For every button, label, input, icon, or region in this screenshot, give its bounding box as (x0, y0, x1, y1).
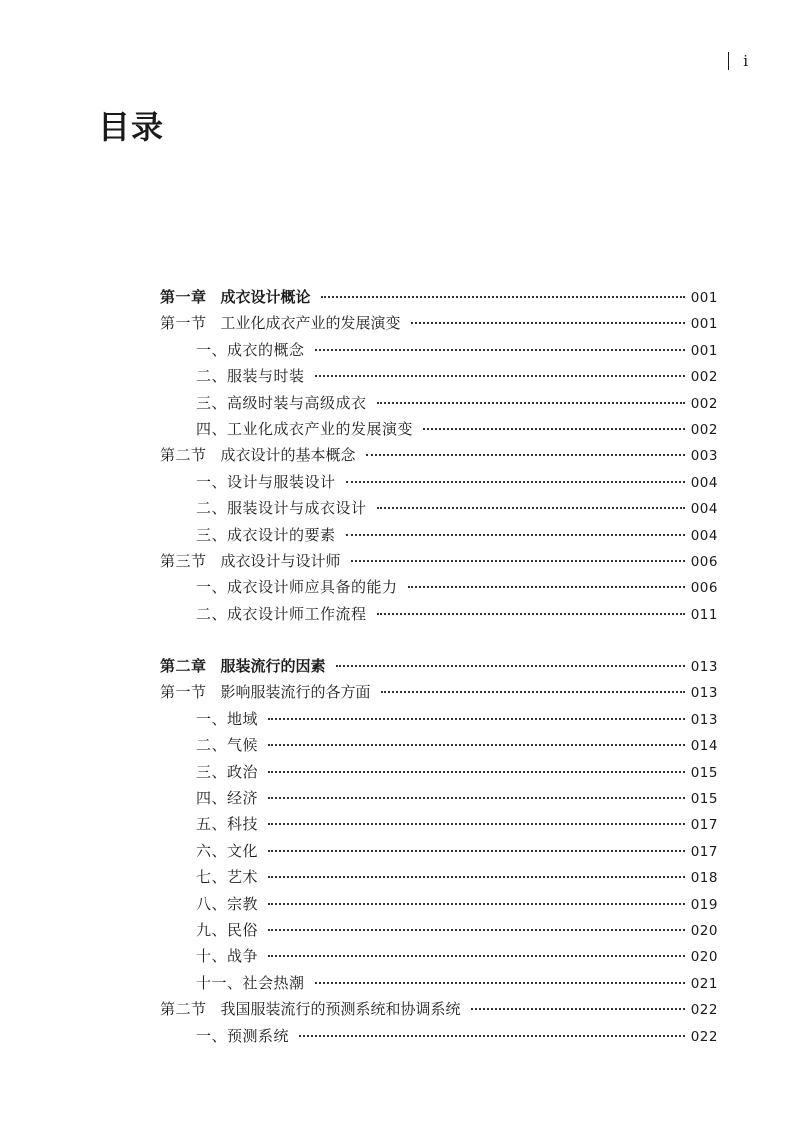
toc-entry-label: 一、成衣的概念 (196, 340, 305, 359)
toc-entry-page: 013 (690, 685, 718, 702)
toc-entry[interactable] (160, 811, 718, 837)
toc-entry-page: 004 (690, 501, 718, 518)
toc-entry[interactable] (160, 469, 718, 495)
toc-entry-title: 成衣设计与设计师 (220, 551, 341, 570)
dot-leader (315, 349, 685, 351)
dot-leader (423, 428, 685, 430)
toc-entry[interactable] (160, 653, 718, 679)
toc-entry-page: 013 (690, 659, 718, 676)
dot-leader (268, 823, 685, 825)
toc-entry[interactable] (160, 601, 718, 627)
toc-entry-page: 004 (690, 474, 718, 491)
toc-entry[interactable] (160, 732, 718, 758)
toc-entry-page: 019 (690, 896, 718, 913)
page-title: 目录 (98, 108, 165, 146)
toc-entry-page: 011 (690, 606, 718, 623)
toc-entry-page: 015 (690, 764, 718, 781)
toc-entry[interactable] (160, 679, 718, 705)
toc-entry[interactable] (160, 574, 718, 600)
toc-entry-page: 002 (690, 421, 718, 438)
toc-entry-page: 022 (690, 1002, 718, 1019)
toc-entry-label: 二、气候 (196, 736, 259, 755)
toc-entry-page: 014 (690, 738, 718, 755)
page-number (728, 52, 748, 70)
toc-entry[interactable] (160, 416, 718, 442)
toc-entry-page: 021 (690, 975, 718, 992)
toc-entry-title: 成衣设计的基本概念 (220, 446, 356, 465)
dot-leader (299, 1035, 685, 1037)
dot-leader (268, 744, 685, 746)
toc-entry-page: 017 (690, 817, 718, 834)
toc-entry-label: 第二章 (160, 657, 207, 676)
toc-entry-page: 017 (690, 843, 718, 860)
toc-entry-label: 第一章 (160, 288, 207, 306)
toc-entry-label: 四、经济 (196, 789, 259, 808)
toc-entry[interactable] (160, 838, 718, 864)
toc-entry[interactable] (160, 442, 718, 468)
toc-entry-page: 015 (690, 791, 718, 808)
dot-leader (377, 507, 685, 509)
toc-entry-label: 二、服装与时装 (196, 367, 305, 386)
toc-entry-page: 006 (690, 553, 718, 570)
toc-entry[interactable] (160, 996, 718, 1022)
toc-entry-label: 一、地域 (196, 709, 259, 728)
toc-entry-page: 002 (690, 369, 718, 386)
toc-entry-page: 013 (690, 711, 718, 728)
toc-entry-label: 二、服装设计与成衣设计 (196, 499, 367, 518)
toc-entry[interactable] (160, 917, 718, 943)
chapter-spacer (160, 627, 718, 653)
toc-entry-label: 第三节 (160, 551, 207, 570)
toc-entry[interactable] (160, 943, 718, 969)
toc-entry[interactable] (160, 548, 718, 574)
toc-entry-title: 成衣设计概论 (220, 288, 311, 306)
toc-entry-label: 二、成衣设计师工作流程 (196, 604, 367, 623)
toc-entry-page: 001 (690, 290, 718, 306)
toc-entry-page: 001 (690, 316, 718, 333)
toc-entry[interactable] (160, 785, 718, 811)
dot-leader (381, 691, 685, 693)
toc-entry-label: 六、文化 (196, 841, 259, 860)
toc-entry-title: 服装流行的因素 (220, 657, 326, 676)
toc-entry-page: 003 (690, 448, 718, 465)
toc-entry-label: 第一节 (160, 314, 207, 333)
dot-leader (377, 402, 685, 404)
page-number-text: i (743, 52, 748, 70)
toc-entry-label: 第二节 (160, 446, 207, 465)
toc-entry[interactable] (160, 363, 718, 389)
dot-leader (268, 718, 685, 720)
dot-leader (315, 982, 685, 984)
dot-leader (268, 903, 685, 905)
toc-entry[interactable] (160, 891, 718, 917)
toc-entry-label: 第二节 (160, 1000, 207, 1019)
toc-entry[interactable] (160, 759, 718, 785)
toc-entry-label: 一、成衣设计师应具备的能力 (196, 578, 398, 597)
toc-entry-label: 七、艺术 (196, 868, 259, 887)
dot-leader (268, 797, 685, 799)
dot-leader (471, 1008, 685, 1010)
toc-entry-label: 八、宗教 (196, 894, 259, 913)
toc-entry[interactable] (160, 284, 718, 310)
dot-leader (268, 771, 685, 773)
toc-entry-label: 十、战争 (196, 947, 259, 966)
toc-entry[interactable] (160, 337, 718, 363)
dot-leader (411, 322, 685, 324)
toc-chapter-1 (160, 284, 718, 627)
dot-leader (268, 929, 685, 931)
toc-entry[interactable] (160, 522, 718, 548)
toc-entry-page: 006 (690, 580, 718, 597)
header-rule (728, 52, 729, 70)
toc-entry-page: 002 (690, 395, 718, 412)
toc-entry-label: 十一、社会热潮 (196, 973, 305, 992)
dot-leader (268, 955, 685, 957)
toc-entry[interactable] (160, 970, 718, 996)
toc-entry-title: 影响服装流行的各方面 (220, 683, 371, 702)
toc-entry-label: 九、民俗 (196, 920, 259, 939)
toc-entry-page: 022 (690, 1028, 718, 1045)
toc-entry-page: 004 (690, 527, 718, 544)
toc-entry[interactable] (160, 706, 718, 732)
dot-leader (268, 850, 685, 852)
toc-entry-label: 五、科技 (196, 815, 259, 834)
toc-entry-label: 三、高级时装与高级成衣 (196, 393, 367, 412)
toc-entry-label: 第一节 (160, 683, 207, 702)
dot-leader (336, 665, 685, 667)
dot-leader (315, 375, 685, 377)
toc-entry-page: 020 (690, 922, 718, 939)
toc-entry[interactable] (160, 1023, 718, 1049)
toc-entry-label: 四、工业化成衣产业的发展演变 (196, 419, 414, 438)
toc-entry[interactable] (160, 310, 718, 336)
toc-entry-label: 一、预测系统 (196, 1026, 290, 1045)
toc-entry-label: 三、成衣设计的要素 (196, 525, 336, 544)
toc-entry-label: 三、政治 (196, 762, 259, 781)
dot-leader (377, 613, 685, 615)
dot-leader (346, 534, 685, 536)
toc-entry[interactable] (160, 390, 718, 416)
toc-entry-label: 一、设计与服装设计 (196, 472, 336, 491)
table-of-contents (160, 284, 718, 1049)
dot-leader (408, 586, 685, 588)
dot-leader (351, 560, 685, 562)
toc-entry-page: 018 (690, 870, 718, 887)
dot-leader (346, 481, 685, 483)
toc-chapter-2 (160, 653, 718, 1049)
toc-entry-title: 工业化成衣产业的发展演变 (220, 314, 401, 333)
toc-entry-title: 我国服装流行的预测系统和协调系统 (220, 1000, 461, 1019)
toc-entry-page: 001 (690, 342, 718, 359)
dot-leader (268, 876, 685, 878)
toc-entry[interactable] (160, 864, 718, 890)
toc-entry[interactable] (160, 495, 718, 521)
dot-leader (366, 454, 685, 456)
toc-entry-page: 020 (690, 949, 718, 966)
dot-leader (321, 296, 685, 298)
